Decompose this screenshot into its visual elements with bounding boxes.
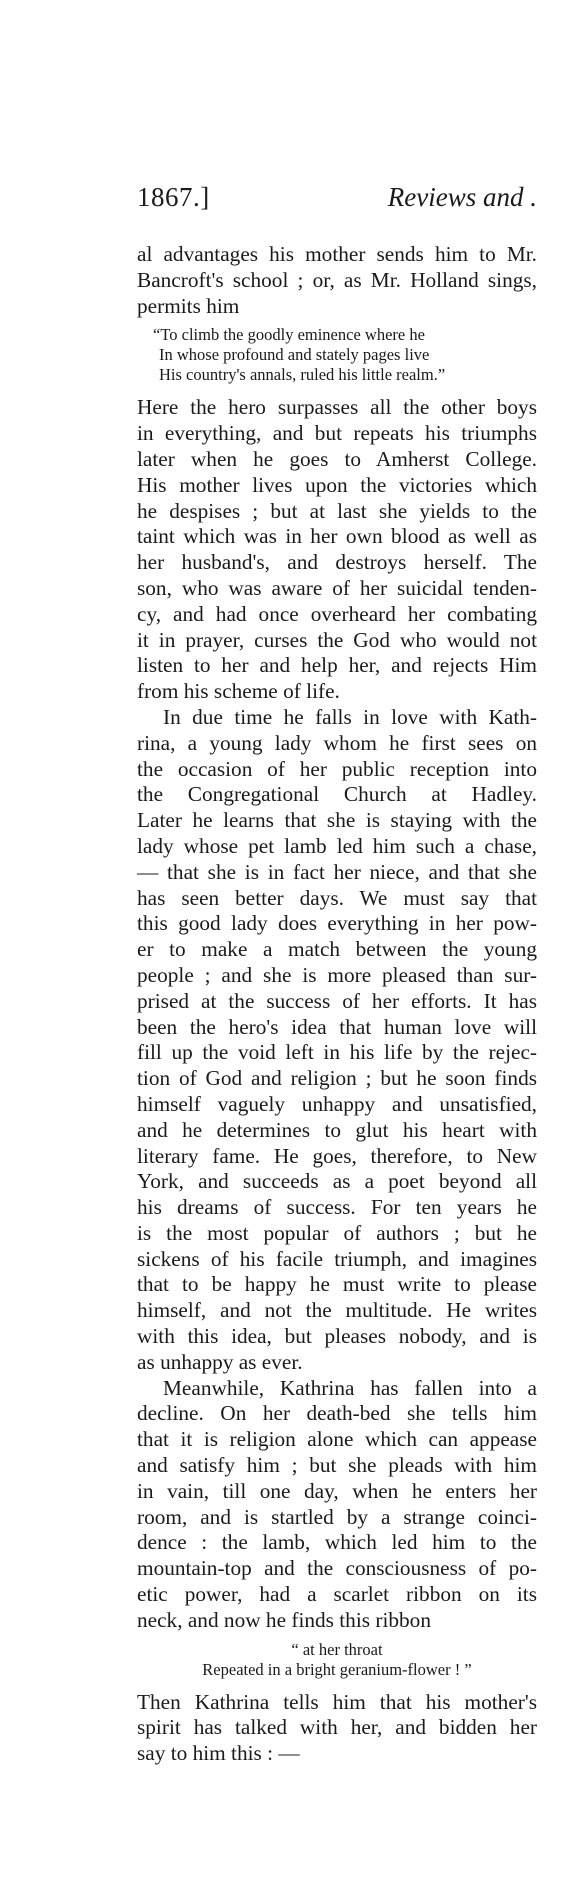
text-line: with this idea, but pleases nobody, and is [137,1324,537,1349]
page-year: 1867.] [137,182,210,212]
text-line: sickens of his facile triumph, and imagines [137,1246,537,1271]
text-line: In due time he falls in love with Kath- [163,704,537,729]
text-line: her husband's, and destroys herself. The [137,550,537,575]
text-line: been the hero's idea that human love will [137,1014,537,1039]
text-line: in everything, and but repeats his triumphs [137,421,537,446]
text-line: rina, a young lady whom he first sees on [137,730,537,755]
text-line: this good lady does everything in her pow- [137,911,537,936]
text-line: dence : the lamb, which led him to the [137,1530,537,1555]
text-line: literary fame. He goes, therefore, to New [137,1143,537,1168]
paragraph-5 [137,1690,537,1767]
text-line: himself, and not the multitude. He writes [137,1298,537,1323]
text-line: and he determines to glut his heart with [137,1117,537,1142]
text-line: it in prayer, curses the God who would not [137,627,537,652]
text-line: — that she is in fact her niece, and that she [137,859,537,884]
text-line: lady whose pet lamb led him such a chase, [137,833,537,858]
text-line: that to be happy he must write to please [137,1272,537,1297]
text-line: himself vaguely unhappy and unsatisfied, [137,1091,537,1116]
text-line: Here the hero surpasses all the other boys [137,395,537,420]
paragraph-4 [137,1376,537,1634]
text-line: cy, and had once overheard her combating [137,601,537,626]
text-line: Then Kathrina tells him that his mother's [137,1689,537,1714]
text-line: from his scheme of life. [137,679,340,704]
text-line: Meanwhile, Kathrina has fallen into a [163,1375,537,1400]
text-line: neck, and now he finds this ribbon [137,1607,431,1632]
text-line: er to make a match between the young [137,937,537,962]
quote-line: In whose profound and stately pages live [159,345,430,365]
paragraph-2 [137,395,537,705]
quote-line: “ at her throat [291,1639,383,1659]
text-line: prised at the success of her efforts. It has [137,988,537,1013]
body-text [137,242,537,1767]
text-line: and satisfy him ; but she pleads with him [137,1453,537,1478]
text-line: fill up the void left in his life by the rejec- [137,1040,537,1065]
text-line: tion of God and religion ; but he soon finds [137,1066,537,1091]
quote-line: His country's annals, ruled his little realm.” [159,365,446,385]
text-line: as unhappy as ever. [137,1349,303,1374]
text-line: later when he goes to Amherst College. [137,446,537,471]
text-line: Later he learns that she is staying with the [137,808,537,833]
text-line: listen to her and help her, and rejects Him [137,653,537,678]
text-line: has seen better days. We must say that [137,885,537,910]
text-line: permits him [137,293,240,318]
text-line: in vain, till one day, when he enters her [137,1478,537,1503]
text-line: spirit has talked with her, and bidden her [137,1715,537,1740]
running-title: Reviews and . [387,182,537,212]
quote-line: “To climb the goodly eminence where he [153,325,425,345]
text-line: etic power, had a scarlet ribbon on its [137,1582,537,1607]
text-line: that it is religion alone which can appease [137,1427,537,1452]
block-quote-1 [137,325,537,385]
text-line: people ; and she is more pleased than sur- [137,962,537,987]
text-line: his dreams of success. For ten years he [137,1195,537,1220]
page-header [137,182,537,222]
text-line: he despises ; but at last she yields to the [137,498,537,523]
text-line: mountain-top and the consciousness of po- [137,1556,537,1581]
paragraph-3 [137,705,537,1376]
text-line: son, who was aware of her suicidal tenden- [137,575,537,600]
text-line: decline. On her death-bed she tells him [137,1401,537,1426]
text-line: say to him this : — [137,1741,300,1766]
text-line: the occasion of her public reception into [137,756,537,781]
text-line: His mother lives upon the victories which [137,472,537,497]
text-line: room, and is startled by a strange coinci- [137,1504,537,1529]
quote-line: Repeated in a bright geranium-flower ! ” [202,1659,472,1679]
text-line: al advantages his mother sends him to Mr. [137,242,537,266]
text-line: taint which was in her own blood as well as [137,524,537,549]
text-line: York, and succeeds as a poet beyond all [137,1169,537,1194]
text-line: the Congregational Church at Hadley. [137,782,537,807]
text-line: Bancroft's school ; or, as Mr. Holland sings, [137,267,537,292]
text-line: is the most popular of authors ; but he [137,1220,537,1245]
block-quote-2 [137,1640,537,1680]
paragraph-1 [137,242,537,319]
